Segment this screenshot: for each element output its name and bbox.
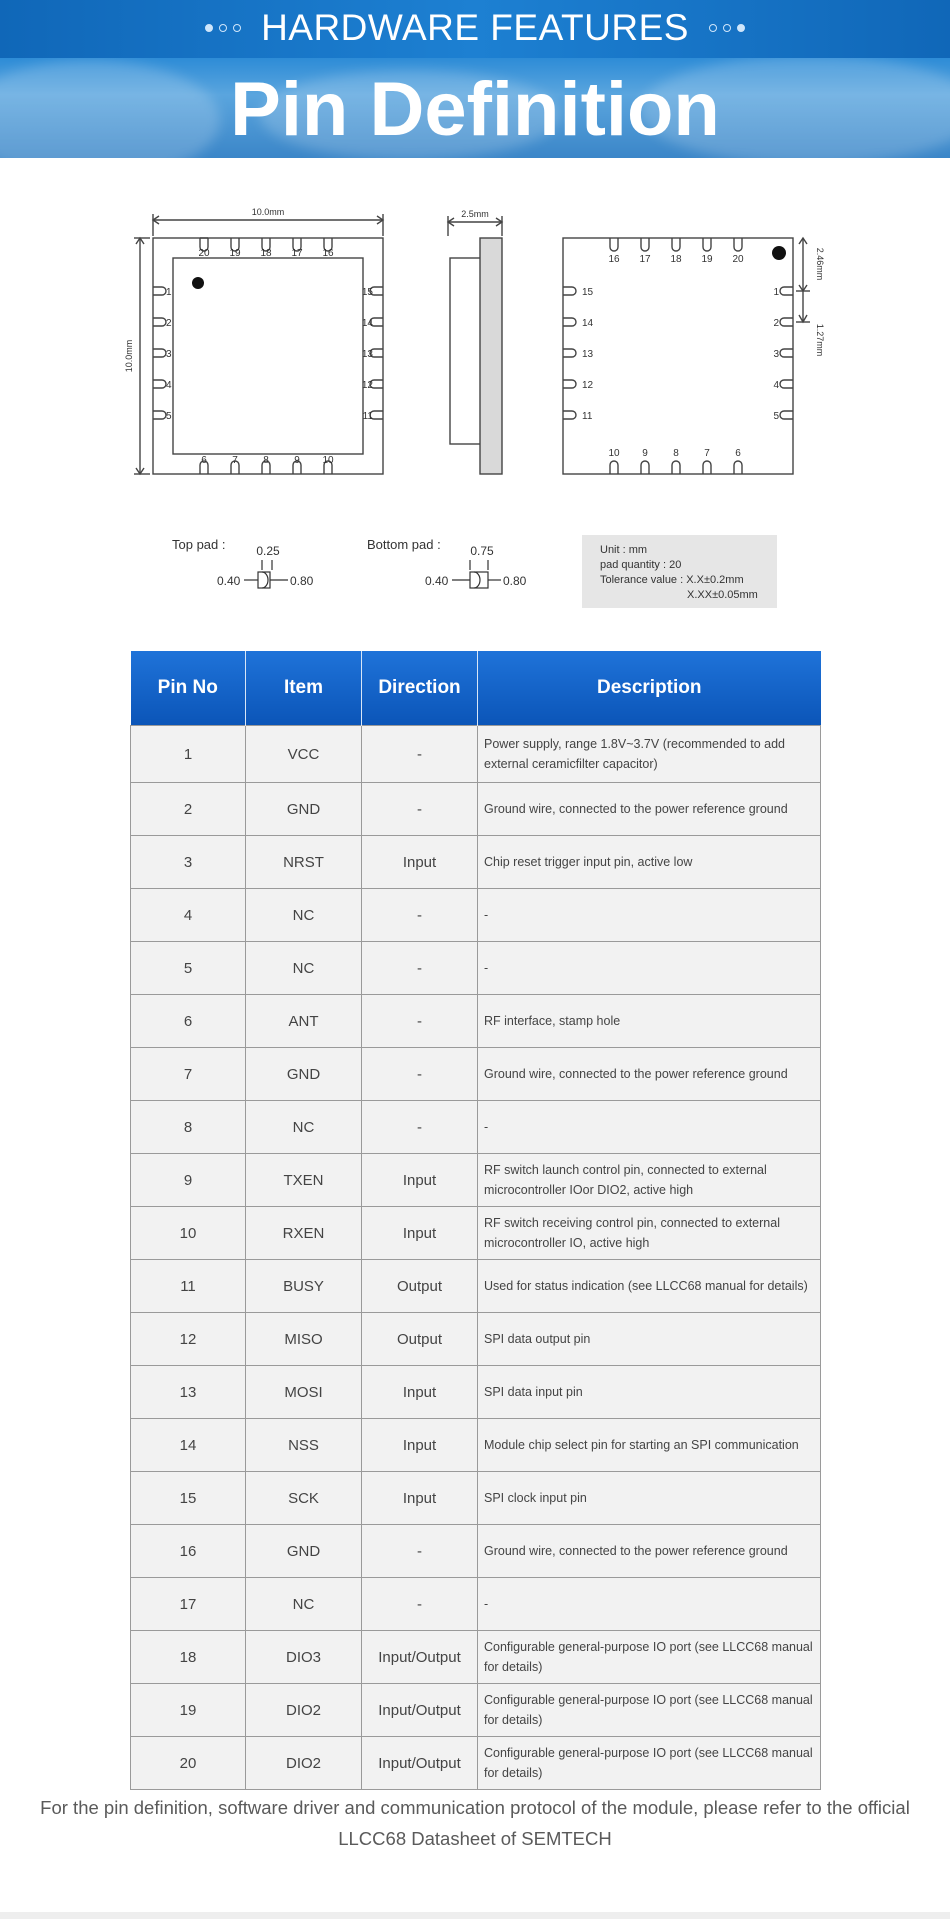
pin-label: 12: [582, 380, 594, 391]
pin-label: 14: [361, 318, 373, 329]
direction-cell: Output: [362, 1260, 478, 1313]
item-cell: DIO2: [246, 1737, 362, 1790]
pin-label: 2: [166, 318, 172, 329]
description-cell: Power supply, range 1.8V~3.7V (recommended to add external ceramicfilter capacitor): [478, 726, 821, 783]
item-cell: VCC: [246, 726, 362, 783]
pin-label: 7: [232, 455, 238, 466]
top-pad-a: 0.25: [256, 544, 280, 558]
direction-cell: Input: [362, 1419, 478, 1472]
pin-label: 14: [582, 318, 594, 329]
pin-label: 5: [166, 411, 172, 422]
pin-no-cell: 3: [131, 836, 246, 889]
table-row: [131, 942, 821, 995]
pin-label: 17: [291, 248, 303, 259]
description-cell: SPI clock input pin: [478, 1472, 821, 1525]
pin-label: 13: [361, 349, 373, 360]
top-pad-c: 0.80: [290, 574, 314, 588]
item-cell: NC: [246, 942, 362, 995]
bottom-view-bottom-pins: [608, 448, 741, 459]
pin-no-cell: 8: [131, 1101, 246, 1154]
direction-cell: -: [362, 783, 478, 836]
pin-label: 4: [166, 380, 172, 391]
item-cell: MISO: [246, 1313, 362, 1366]
pin-no-cell: 4: [131, 889, 246, 942]
table-row: [131, 1313, 821, 1366]
top-view: [134, 214, 383, 474]
bottom-pin1-marker-icon: [772, 246, 786, 260]
pin-label: 18: [670, 254, 682, 265]
pin-no-cell: 10: [131, 1207, 246, 1260]
description-cell: RF switch receiving control pin, connected to external microcontroller IO, active high: [478, 1207, 821, 1260]
pin-label: 20: [732, 254, 744, 265]
table-header-row: [131, 651, 821, 726]
item-cell: GND: [246, 1525, 362, 1578]
pin-label: 16: [608, 254, 620, 265]
table-row: [131, 1154, 821, 1207]
description-cell: -: [478, 1101, 821, 1154]
table-row: [131, 889, 821, 942]
description-cell: Chip reset trigger input pin, active low: [478, 836, 821, 889]
pin-label: 19: [229, 248, 241, 259]
direction-cell: Input: [362, 1366, 478, 1419]
item-cell: SCK: [246, 1472, 362, 1525]
pin-no-cell: 7: [131, 1048, 246, 1101]
table-row: [131, 1578, 821, 1631]
header-direction: Direction: [362, 651, 478, 726]
table-row: [131, 1048, 821, 1101]
description-cell: Configurable general-purpose IO port (see LLCC68 manual for details): [478, 1631, 821, 1684]
pin-label: 6: [735, 448, 741, 459]
header-pin-no: Pin No: [131, 651, 246, 726]
table-row: [131, 1631, 821, 1684]
table-row: [131, 1101, 821, 1154]
top-height-label: 10.0mm: [124, 339, 134, 373]
pin-no-cell: 12: [131, 1313, 246, 1366]
pin-label: 2: [773, 318, 779, 329]
top-view-bottom-pins: [201, 455, 334, 466]
description-cell: Ground wire, connected to the power reference ground: [478, 1525, 821, 1578]
pin-label: 9: [294, 455, 300, 466]
pin-label: 9: [642, 448, 648, 459]
direction-cell: -: [362, 1101, 478, 1154]
description-cell: Ground wire, connected to the power reference ground: [478, 783, 821, 836]
description-cell: Configurable general-purpose IO port (see LLCC68 manual for details): [478, 1684, 821, 1737]
top-pad-detail: [172, 537, 314, 588]
item-cell: NC: [246, 889, 362, 942]
bottom-pad-label: Bottom pad :: [367, 537, 441, 552]
direction-cell: Input: [362, 836, 478, 889]
top-view-left-pins: [166, 287, 172, 422]
direction-cell: -: [362, 942, 478, 995]
pin-label: 19: [701, 254, 713, 265]
item-cell: TXEN: [246, 1154, 362, 1207]
item-cell: MOSI: [246, 1366, 362, 1419]
item-cell: NRST: [246, 836, 362, 889]
description-cell: RF interface, stamp hole: [478, 995, 821, 1048]
note-unit: Unit : mm: [600, 544, 648, 556]
top-width-label: 10.0mm: [251, 207, 285, 217]
description-cell: SPI data output pin: [478, 1313, 821, 1366]
header-item: Item: [246, 651, 362, 726]
table-row: [131, 1260, 821, 1313]
footer-note: For the pin definition, software driver and communication protocol of the module, please refer to the official LLCC68 Datasheet of SEMTECH: [40, 1797, 910, 1849]
header-banner: [0, 0, 950, 158]
table-row: [131, 1525, 821, 1578]
note-tolerance1: Tolerance value : X.X±0.2mm: [600, 574, 744, 586]
pin-no-cell: 16: [131, 1525, 246, 1578]
pin-no-cell: 19: [131, 1684, 246, 1737]
pin1-marker-icon: [192, 277, 204, 289]
pin-label: 12: [361, 380, 373, 391]
bottom-view-right-pins: [773, 287, 779, 422]
table-row: [131, 1366, 821, 1419]
pin-label: 1: [773, 287, 779, 298]
direction-cell: Input: [362, 1472, 478, 1525]
bottom-edge-dim: 2.46mm: [815, 247, 825, 281]
direction-cell: Output: [362, 1313, 478, 1366]
pin-no-cell: 11: [131, 1260, 246, 1313]
pin-table: [130, 651, 820, 1790]
direction-cell: -: [362, 1525, 478, 1578]
pin-label: 10: [322, 455, 334, 466]
pin-label: 5: [773, 411, 779, 422]
pin-label: 3: [166, 349, 172, 360]
pin-label: 8: [673, 448, 679, 459]
table-row: [131, 1472, 821, 1525]
top-pad-b: 0.40: [217, 574, 241, 588]
pin-label: 1: [166, 287, 172, 298]
note-tolerance2: X.XX±0.05mm: [687, 589, 758, 601]
side-view: [448, 216, 502, 474]
pin-label: 20: [198, 248, 210, 259]
bottom-pad-b: 0.40: [425, 574, 449, 588]
pin-no-cell: 2: [131, 783, 246, 836]
unit-note: [582, 535, 777, 608]
pin-no-cell: 5: [131, 942, 246, 995]
page-title: Pin Definition: [230, 67, 720, 152]
direction-cell: -: [362, 889, 478, 942]
table-row: [131, 995, 821, 1048]
right-dots-icon: [709, 24, 745, 32]
item-cell: DIO2: [246, 1684, 362, 1737]
table-row: [131, 1684, 821, 1737]
header-description: Description: [478, 651, 821, 726]
pin-label: 4: [773, 380, 779, 391]
pin-no-cell: 18: [131, 1631, 246, 1684]
item-cell: ANT: [246, 995, 362, 1048]
pin-no-cell: 15: [131, 1472, 246, 1525]
direction-cell: -: [362, 726, 478, 783]
pin-label: 7: [704, 448, 710, 459]
description-cell: -: [478, 889, 821, 942]
item-cell: NSS: [246, 1419, 362, 1472]
package-diagram: [120, 200, 840, 620]
pin-label: 17: [639, 254, 651, 265]
item-cell: DIO3: [246, 1631, 362, 1684]
section-label-row: [0, 6, 950, 50]
description-cell: Ground wire, connected to the power reference ground: [478, 1048, 821, 1101]
direction-cell: Input/Output: [362, 1631, 478, 1684]
description-cell: Used for status indication (see LLCC68 manual for details): [478, 1260, 821, 1313]
pin-label: 6: [201, 455, 207, 466]
description-cell: -: [478, 942, 821, 995]
side-thickness-label: 2.5mm: [461, 209, 489, 219]
item-cell: NC: [246, 1578, 362, 1631]
direction-cell: Input: [362, 1207, 478, 1260]
top-pad-label: Top pad :: [172, 537, 226, 552]
table-row: [131, 783, 821, 836]
pin-no-cell: 14: [131, 1419, 246, 1472]
pin-label: 11: [362, 411, 373, 422]
direction-cell: -: [362, 1048, 478, 1101]
bottom-pad-c: 0.80: [503, 574, 527, 588]
direction-cell: -: [362, 1578, 478, 1631]
bottom-view-top-pins: [608, 254, 744, 265]
pin-no-cell: 6: [131, 995, 246, 1048]
description-cell: RF switch launch control pin, connected to external microcontroller IOor DIO2, active high: [478, 1154, 821, 1207]
item-cell: BUSY: [246, 1260, 362, 1313]
table-row: [131, 726, 821, 783]
pin-no-cell: 17: [131, 1578, 246, 1631]
note-quantity: pad quantity : 20: [600, 559, 682, 571]
pin-label: 10: [608, 448, 620, 459]
pin-label: 13: [582, 349, 594, 360]
item-cell: RXEN: [246, 1207, 362, 1260]
table-row: [131, 1207, 821, 1260]
table-row: [131, 836, 821, 889]
table-row: [131, 1419, 821, 1472]
pin-label: 18: [260, 248, 272, 259]
pin-label: 16: [322, 248, 334, 259]
item-cell: GND: [246, 783, 362, 836]
item-cell: NC: [246, 1101, 362, 1154]
pin-label: 11: [582, 411, 593, 422]
bottom-pad-a: 0.75: [470, 544, 494, 558]
direction-cell: -: [362, 995, 478, 1048]
bottom-pad-detail: [367, 537, 527, 588]
description-cell: SPI data input pin: [478, 1366, 821, 1419]
direction-cell: Input: [362, 1154, 478, 1207]
direction-cell: Input/Output: [362, 1684, 478, 1737]
pin-no-cell: 1: [131, 726, 246, 783]
description-cell: -: [478, 1578, 821, 1631]
pin-label: 8: [263, 455, 269, 466]
pin-no-cell: 20: [131, 1737, 246, 1790]
section-label: HARDWARE FEATURES: [261, 7, 689, 48]
pin-no-cell: 13: [131, 1366, 246, 1419]
pin-no-cell: 9: [131, 1154, 246, 1207]
bottom-pitch-dim: 1.27mm: [815, 323, 825, 357]
pin-label: 15: [582, 287, 594, 298]
description-cell: Configurable general-purpose IO port (see LLCC68 manual for details): [478, 1737, 821, 1790]
pin-label: 15: [361, 287, 373, 298]
item-cell: GND: [246, 1048, 362, 1101]
pin-label: 3: [773, 349, 779, 360]
bottom-divider: [0, 1912, 950, 1919]
description-cell: Module chip select pin for starting an SPI communication: [478, 1419, 821, 1472]
bottom-view-left-pins: [582, 287, 594, 422]
direction-cell: Input/Output: [362, 1737, 478, 1790]
left-dots-icon: [205, 24, 241, 32]
table-row: [131, 1737, 821, 1790]
